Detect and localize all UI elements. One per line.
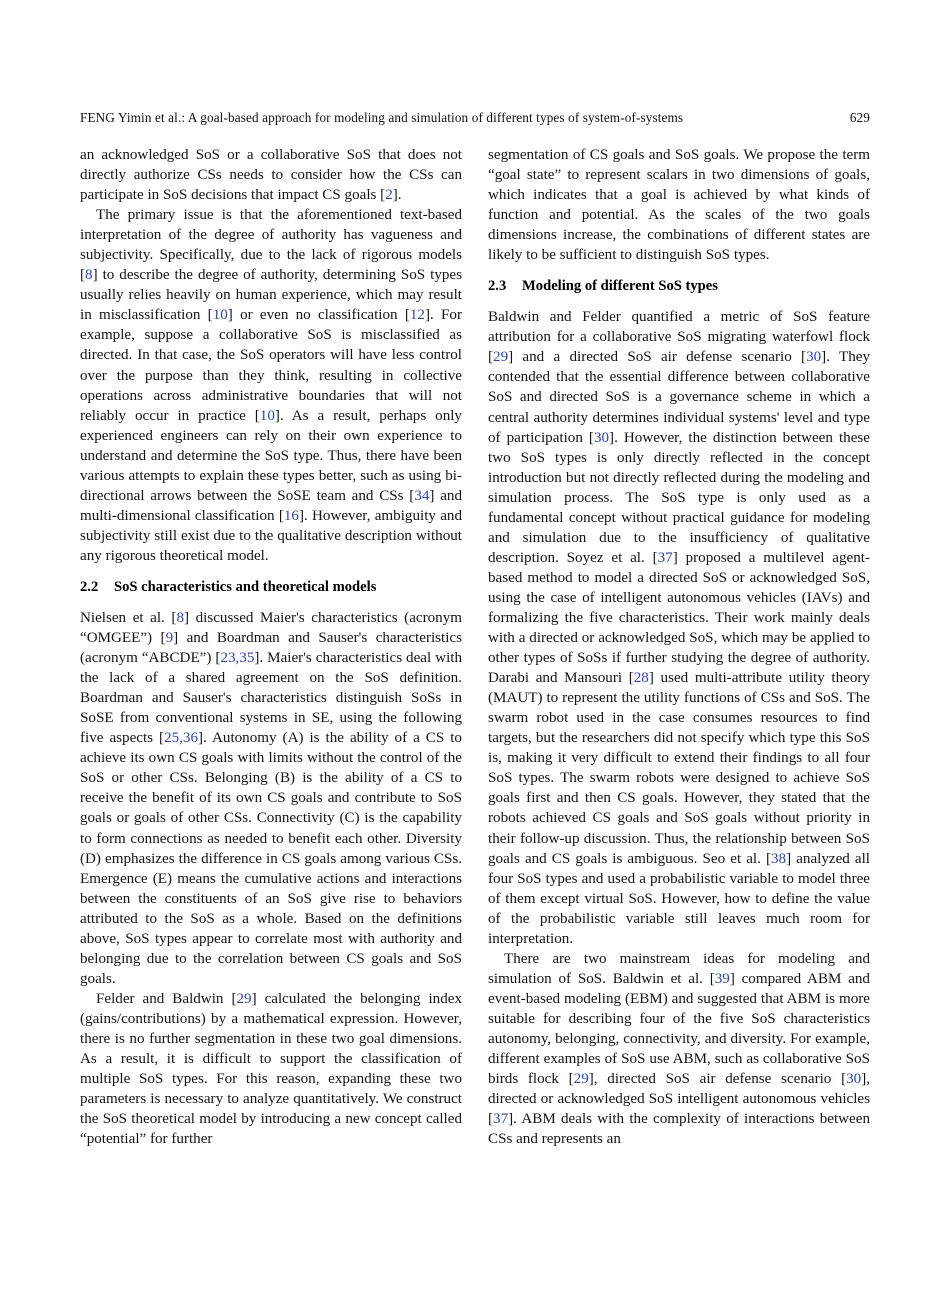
citation-reference[interactable]: 10 xyxy=(212,307,228,324)
citation-reference[interactable]: 23,35 xyxy=(220,650,255,667)
body-columns xyxy=(80,145,870,1225)
section-number: 2.3 xyxy=(488,278,507,295)
section-title: Modeling of different SoS types xyxy=(522,278,718,295)
citation-reference[interactable]: 37 xyxy=(657,549,673,566)
section-heading-2-2 xyxy=(80,566,462,608)
paragraph: Felder and Baldwin [29] calculated the belonging index (gains/contributions) by a mathematical expression. However, there is no further segmentation in these two goal dimensions. As a result, it is difficult to support the classification of multiple SoS types. For this reason, expanding these two parameters is necessary to analyze quantitatively. We construct the SoS theoretical model by introducing a new concept called “potential” for further xyxy=(80,990,463,1148)
citation-reference[interactable]: 34 xyxy=(414,487,430,504)
citation-reference[interactable]: 38 xyxy=(771,850,787,867)
citation-reference[interactable]: 8 xyxy=(176,609,184,626)
section-heading-2-3 xyxy=(488,265,870,307)
paragraph: There are two mainstream ideas for modeling and simulation of SoS. Baldwin et al. [39] compared ABM and event-based modeling (EBM) and suggested that ABM is more suitable for describing four of the five SoS characteristics autonomy, belonging, connectivity, and diversity. For example, different examples of SoS use ABM, such as collaborative SoS birds flock [29], directed SoS air defense scenario [30], directed or acknowledged SoS intelligent autonomous vehicles [37]. ABM deals with the complexity of interactions between CSs and represents an xyxy=(488,950,870,1148)
citation-reference[interactable]: 30 xyxy=(806,349,822,366)
paragraph: Nielsen et al. [8] discussed Maier's characteristics (acronym “OMGEE”) [9] and Boardman and Sauser's characteristics (acronym “ABCDE”) [23,35]. Maier's characteristics deal with the lack of a shared agreement on the SoS definition. Boardman and Sauser's characteristics distinguish SoSs in SoSE from conventional systems in SE, using the following five aspects [25,36]. Autonomy (A) is the ability of a CS to achieve its own CS goals with limits without the control of the SoS or other CSs. Belonging (B) is the ability of a CS to receive the benefit of its own CS goals and contribute to SoS goals or goals of other CSs. Connectivity (C) is the capability to form connections as needed to benefit each other. Diversity (D) emphasizes the difference in CS goals among various CSs. Emergence (E) means the cumulative actions and interactions between the constituents of an SoS give rise to behaviors attributed to the SoS as a whole. Based on the definitions above, SoS types appear to correlate most with authority and belonging due to the correlation between CS goals and SoS goals. xyxy=(80,609,463,987)
citation-reference[interactable]: 29 xyxy=(236,990,252,1007)
citation-reference[interactable]: 12 xyxy=(409,307,425,324)
citation-reference[interactable]: 9 xyxy=(165,630,174,647)
citation-reference[interactable]: 10 xyxy=(259,407,275,424)
page-number: 629 xyxy=(849,110,870,125)
citation-reference[interactable]: 28 xyxy=(633,670,649,687)
citation-reference[interactable]: 39 xyxy=(714,970,730,987)
citation-reference[interactable]: 29 xyxy=(573,1071,589,1088)
citation-reference[interactable]: 30 xyxy=(593,429,610,446)
section-title: SoS characteristics and theoretical models xyxy=(114,578,377,595)
right-column xyxy=(488,145,870,1225)
running-head-title: FENG Yimin et al.: A goal-based approach for modeling and simulation of different types of system-of-systems xyxy=(80,110,684,125)
citation-reference[interactable]: 2 xyxy=(385,187,393,204)
paragraph: Baldwin and Felder quantified a metric of SoS feature attribution for a collaborative SoS migrating waterfowl flock [29] and a directed SoS air defense scenario [30]. They contended that the essential difference between collaborative SoS and directed SoS is a governance scheme in which a central authority determines individual systems' level and type of participation [30]. However, the distinction between these two SoS types is only directly reflected in the concept introduction but not directly reflected during the modeling and simulation process. The SoS type is only used as a fundamental concept without practical guidance for modeling and simulation due to the insufficiency of qualitative description. Soyez et al. [37] proposed a multilevel agent-based method to model a directed SoS or acknowledged SoS, using the case of intelligent autonomous vehicles (IAVs) and formalizing the five characteristics. Their work mainly deals with a directed or acknowledged SoS, which may be applied to other types of SoSs if further studying the degree of authority. Darabi and Mansouri [28] used multi-attribute utility theory (MAUT) to represent the utility functions of CSs and SoS. The swarm robot used in the case consumes resources to find targets, but the researchers did not specify which type this SoS is, making it very difficult to extend their findings to all four SoS types. The swarm robots were designed to achieve SoS goals first and then CS goals. However, they stated that the robots achieved CS goals and SoS goals without priority in their follow-up discussion. Thus, the relationship between SoS goals and CS goals is ambiguous. Seo et al. [38] analyzed all four SoS types and used a probabilistic variable to model three of them except virtual SoS. However, how to define the value of the probabilistic variable still leaves much room for interpretation. xyxy=(488,309,870,947)
paragraph: an acknowledged SoS or a collaborative SoS that does not directly authorize CSs needs to consider how the CSs can participate in SoS decisions that impact CS goals [2]. xyxy=(80,147,462,204)
citation-reference[interactable]: 37 xyxy=(493,1111,509,1128)
paragraph: segmentation of CS goals and SoS goals. We propose the term “goal state” to represent scalars in two dimensions of goals, which indicates that a goal is achieved by what kinds of function and potential. As the scales of the two goals dimensions increase, the combinations of different states are likely to be sufficient to distinguish SoS types. xyxy=(488,147,870,264)
left-column xyxy=(80,145,462,1225)
citation-reference[interactable]: 29 xyxy=(493,349,509,366)
citation-reference[interactable]: 25,36 xyxy=(164,730,199,747)
citation-reference[interactable]: 16 xyxy=(283,507,299,524)
citation-reference[interactable]: 8 xyxy=(85,267,93,284)
section-number: 2.2 xyxy=(80,578,99,595)
citation-reference[interactable]: 30 xyxy=(846,1071,862,1088)
running-head xyxy=(80,110,870,126)
paragraph: The primary issue is that the aforementioned text-based interpretation of the degree of authority has vagueness and subjectivity. Specifically, due to the lack of rigorous models [8] to describe the degree of authority, determining SoS types usually relies heavily on human experience, which may result in misclassification [10] or even no classification [12]. For example, suppose a collaborative SoS is misclassified as directed. In that case, the SoS operators will have less control over the purpose than they think, resulting in collective operations across administrative boundaries that will not reliably occur in practice [10]. As a result, perhaps only experienced engineers can rely on their own experience to understand and determine the SoS type. Thus, there have been various attempts to explain these types better, such as using bi-directional arrows between the SoSE team and CSs [34] and multi-dimensional classification [16]. However, ambiguity and subjectivity still exist due to the qualitative description without any rigorous theoretical model. xyxy=(80,207,462,564)
